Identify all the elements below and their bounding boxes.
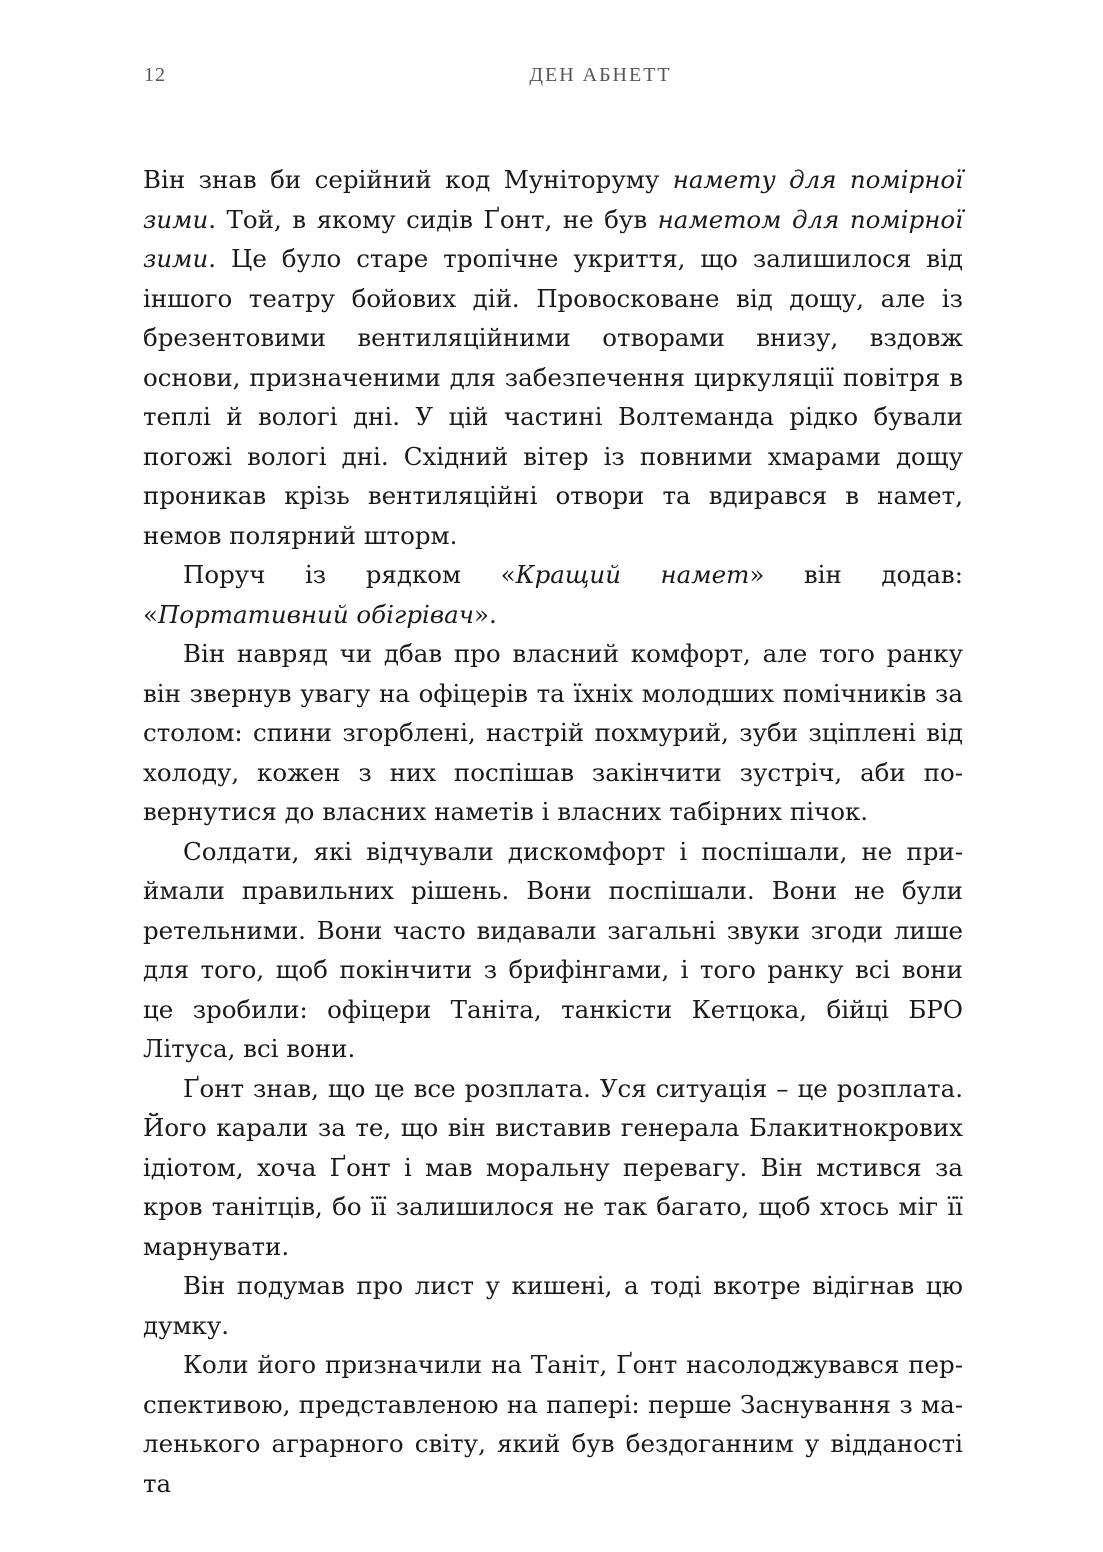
author-header: ДЕН АБНЕТТ: [529, 64, 672, 86]
italic-segment: Портативний обігрівач: [158, 599, 474, 629]
text-segment: Він подумав про лист у кишені, а тоді вкотре відігнав цю думку.: [143, 1271, 963, 1340]
text-segment: Він навряд чи дбав про власний комфорт, але того ранку він звернув увагу на офіцерів та їхніх молодших помічників за столом: спини згорблені, настрій похмурий, зуби зціплені від холоду, кожен з них поспішав закінчити зустріч, аби повернутися до власних наметів і власних табірних пічок.: [143, 639, 963, 826]
paragraph-7: [143, 1345, 963, 1503]
text-segment: Солдати, які відчували дискомфорт і поспішали, не приймали правильних рішень. Вони поспішали. Вони не були ретельними. Вони часто видавали загальні звуки згоди лише для того, щоб покінчити з брифінгами, і того ранку всі вони це зробили: офіцери Таніта, танкісти Кетцока, бійці БРО Літуса, всі вони.: [143, 836, 963, 1063]
paragraph-3: [143, 634, 963, 832]
text-segment: . Це було старе тропічне укриття, що залишилося від іншого театру бойових дій. Провосковане від дощу, але із брезентовими вентиляційними отворами внизу, вздовж основи, призначеними для забезпечення циркуляції повітря в теплі й вологі дні. У цій частині Волтеманда рідко бували погожі вологі дні. Східний вітер із повними хмарами дощу проникав крізь вентиляційні отвори та вдирався в намет, немов полярний шторм.: [143, 244, 963, 550]
body-text: [143, 160, 963, 1503]
paragraph-2: [143, 555, 963, 634]
italic-segment: намету для помірної зими: [143, 165, 963, 234]
paragraph-1: [143, 160, 963, 555]
italic-segment: Кращий намет: [515, 560, 750, 589]
text-segment: Коли його призначили на Таніт, Ґонт насолоджувався перспективою, представленою на папері: перше Заснування з маленького аграрного світу, який був бездоганним у відданості та: [143, 1350, 963, 1498]
paragraph-5: [143, 1069, 963, 1267]
running-head: [144, 64, 962, 94]
text-segment: Він знав би серійний код Муніторуму: [143, 165, 673, 194]
paragraph-6: [143, 1266, 963, 1345]
italic-segment: наметом для помірної зими: [143, 204, 963, 273]
paragraph-4: [143, 832, 963, 1069]
text-segment: . Той, в якому сидів Ґонт, не був: [208, 204, 658, 234]
text-segment: ».: [473, 599, 497, 629]
text-segment: Ґонт знав, що це все розплата. Уся ситуація – це розплата. Його карали за те, що він виставив генерала Блакитнокрових ідіотом, хоча Ґонт і мав моральну перевагу. Він мстився за кров танітців, бо її залишилося не так багато, щоб хтось міг її марнувати.: [143, 1073, 963, 1261]
text-segment: » він додав: «: [143, 560, 963, 629]
text-segment: Поруч із рядком «: [183, 560, 516, 589]
page-number: 12: [144, 64, 166, 86]
